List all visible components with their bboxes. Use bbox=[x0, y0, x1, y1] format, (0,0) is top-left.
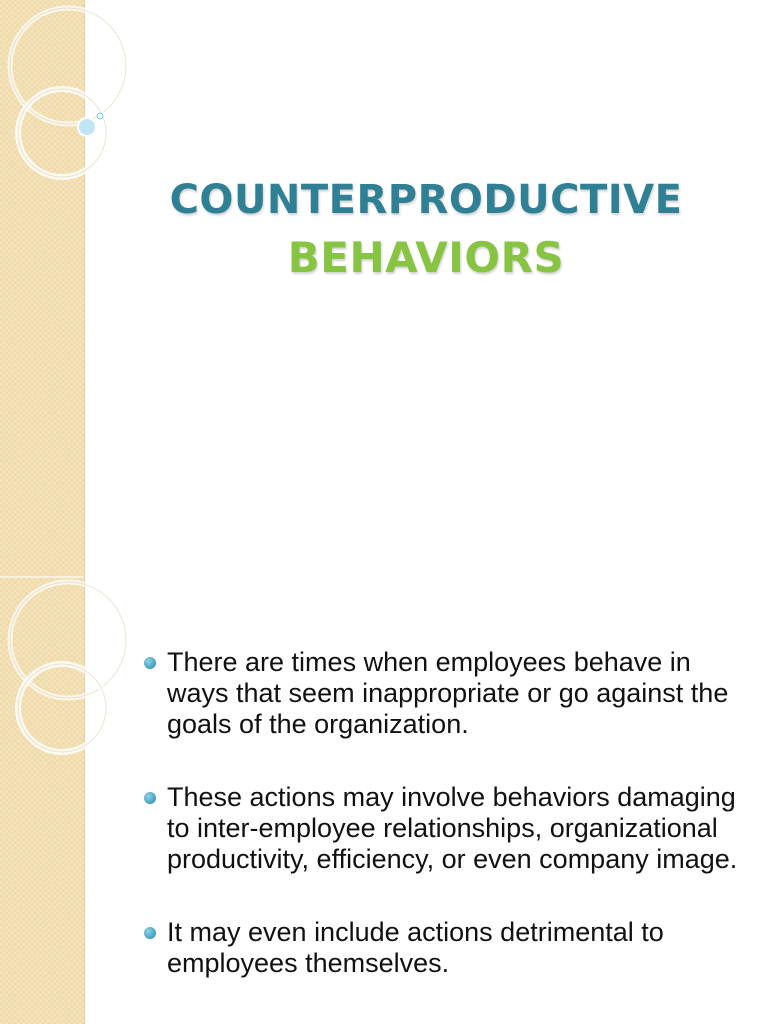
bullet-list bbox=[140, 647, 755, 1021]
ring-ornament-icon bbox=[0, 0, 130, 1024]
bubble-small bbox=[97, 113, 103, 119]
bullet-text: These actions may involve behaviors damaging to inter-employee relationships, organizational productivity, efficiency, or even company image. bbox=[167, 782, 738, 874]
title-line-1: COUNTERPRODUCTIVE bbox=[169, 177, 683, 223]
bullet-text: It may even include actions detrimental to employees themselves. bbox=[167, 917, 664, 978]
bullet-item bbox=[140, 647, 755, 740]
bullet-item bbox=[140, 917, 755, 979]
bullet-dot-icon bbox=[144, 657, 156, 669]
bubble-large bbox=[78, 118, 96, 136]
ring-lower-small-edge bbox=[18, 664, 106, 752]
bullet-dot-icon bbox=[144, 927, 156, 939]
bullet-text: There are times when employees behave in ways that seem inappropriate or go against the goals of the organization. bbox=[167, 647, 729, 739]
title-line-2: BEHAVIORS bbox=[287, 233, 565, 282]
slide-title bbox=[84, 172, 768, 288]
bullet-item bbox=[140, 782, 755, 875]
bullet-dot-icon bbox=[144, 792, 156, 804]
